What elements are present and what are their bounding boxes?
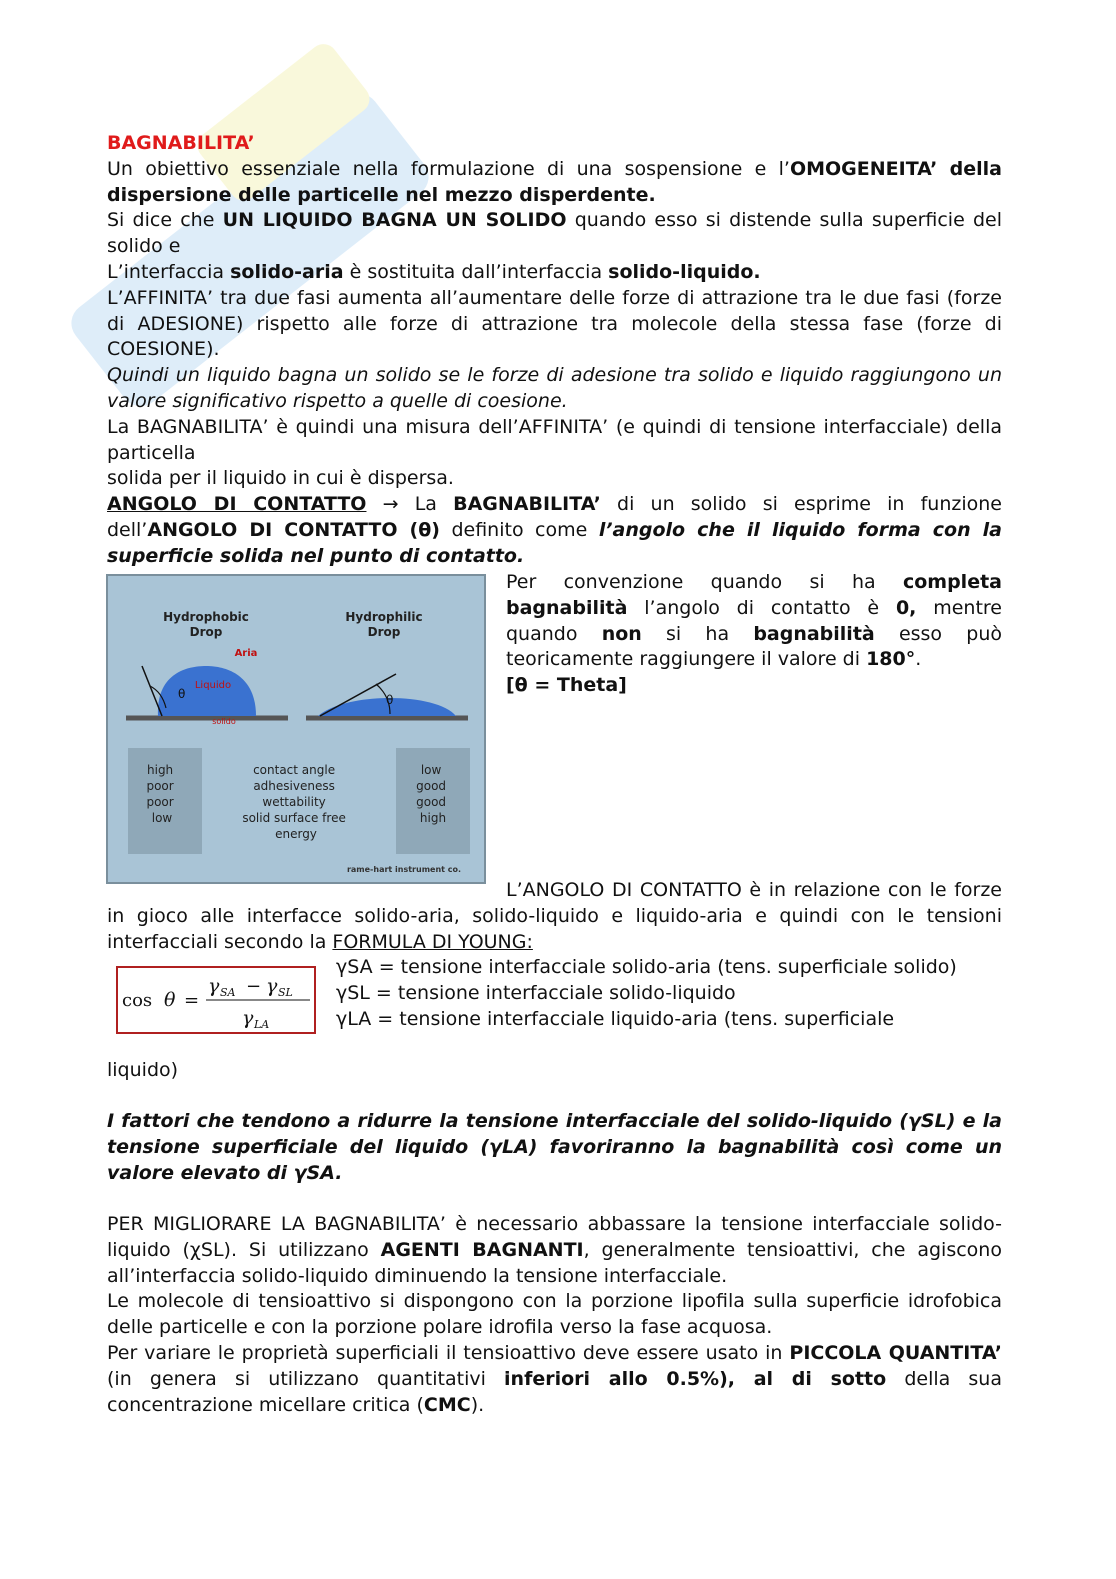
left-theta: θ <box>178 687 186 701</box>
svg-text:γ: γ <box>208 975 220 997</box>
right-row-4: high <box>419 811 447 825</box>
mid-row-2: adhesiveness <box>253 779 335 793</box>
paragraph-misura-affinita: La BAGNABILITA’ è quindi una misura dell’AFFINITA’ (e quindi di tensione interfacciale) della particella <box>107 415 1002 464</box>
left-row-1: high <box>147 763 174 777</box>
formula-theta: θ <box>164 989 176 1011</box>
paragraph-molecole: Le molecole di tensioattivo si dispongono con la porzione lipofila sulla superficie idrofobica delle particelle e con la porzione polare idrofila verso la fase acquosa. <box>107 1290 1002 1339</box>
hydrophobic-subtitle: Drop <box>189 625 223 639</box>
right-theta: θ <box>386 693 394 707</box>
figure-credit: rame-hart instrument co. <box>346 865 462 874</box>
paragraph-young: L’ANGOLO DI CONTATTO è in relazione con le forze in gioco alle interfacce solido-aria, solido-liquido e liquido-aria e quindi con le tensioni interfacciali secondo la FORMULA DI YOUNG: <box>107 879 1002 953</box>
def-gamma-la-cont: liquido) <box>107 1059 179 1081</box>
left-row-2: poor <box>146 779 174 793</box>
mid-row-1: contact angle <box>253 763 336 777</box>
paragraph-migliorare: PER MIGLIORARE LA BAGNABILITA’ è necessario abbassare la tensione interfacciale solido-liquido (χSL). Si utilizzano AGENTI BAGNANTI, generalmente tensioattivi, che agiscono all’interfaccia solido-liquido diminuendo la tensione interfacciale. <box>107 1213 1002 1287</box>
left-row-3: poor <box>146 795 174 809</box>
paragraph-convenzione: Per convenzione quando si ha completa bagnabilità l’angolo di contatto è 0, mentre quando non si ha bagnabilità esso può teoricamente raggiungere il valore di 180°. <box>506 571 1003 671</box>
formula-cos: cos <box>122 990 153 1011</box>
aria-label: Aria <box>234 648 258 659</box>
svg-text:γ: γ <box>266 975 278 997</box>
paragraph-adesione-italic: Quindi un liquido bagna un solido se le forze di adesione tra solido e liquido raggiungono un valore significativo rispetto a quelle di coesione. <box>107 364 1002 412</box>
def-gamma-sl: γSL = tensione interfacciale solido-liquido <box>336 981 736 1004</box>
contact-angle-figure <box>106 574 486 884</box>
section-title: BAGNABILITA’ <box>107 132 255 154</box>
paragraph-affinita: L’AFFINITA’ tra due fasi aumenta all’aumentare delle forze di attrazione tra le due fasi (forze di ADESIONE) rispetto alle forze di attrazione tra molecole della stessa fase (forze di COESIONE). <box>107 286 1002 361</box>
paragraph-fattori: I fattori che tendono a ridurre la tensione interfacciale del solido-liquido (γSL) e la tensione superficiale del liquido (γLA) favoriranno la bagnabilità così come un valore elevato di γSA. <box>107 1110 1002 1184</box>
solido-label: solido <box>212 717 236 726</box>
def-gamma-sa: γSA = tensione interfacciale solido-aria (tens. superficiale solido) <box>336 956 957 978</box>
paragraph-omogeneita: Un obiettivo essenziale nella formulazione di una sospensione e l’OMOGENEITA’ della dispersione delle particelle nel mezzo disperdente. <box>107 157 1002 206</box>
def-gamma-la: γLA = tensione interfacciale liquido-aria (tens. superficiale <box>336 1007 895 1030</box>
mid-row-5: energy <box>275 827 317 841</box>
paragraph-interfaccia: L’interfaccia solido-aria è sostituita dall’interfaccia solido-liquido. <box>107 260 761 283</box>
paragraph-liquido-bagna: Si dice che UN LIQUIDO BAGNA UN SOLIDO quando esso si distende sulla superficie del solido e <box>107 209 1002 258</box>
svg-text:LA: LA <box>254 1018 270 1031</box>
hydrophobic-title: Hydrophobic <box>163 610 249 624</box>
right-row-1: low <box>420 763 442 777</box>
mid-row-4: solid surface free <box>242 811 346 825</box>
right-row-3: good <box>416 795 447 809</box>
svg-text:γ: γ <box>242 1007 254 1029</box>
hydrophilic-subtitle: Drop <box>367 625 401 639</box>
formula-equals: = <box>184 990 200 1011</box>
svg-text:SA: SA <box>220 986 236 999</box>
svg-text:−: − <box>246 976 262 997</box>
liquido-label: Liquido <box>194 680 232 691</box>
paragraph-angolo-contatto: ANGOLO DI CONTATTO → La BAGNABILITA’ di un solido si esprime in funzione dell’ANGOLO DI CONTATTO (θ) definito come l’angolo che il liquido forma con la superficie solida nel punto di contatto. <box>107 493 1002 567</box>
mid-row-3: wettability <box>262 795 326 809</box>
right-row-2: good <box>416 779 447 793</box>
paragraph-solida: solida per il liquido in cui è dispersa. <box>107 467 454 490</box>
hydrophilic-title: Hydrophilic <box>345 610 423 624</box>
paragraph-piccola-quantita: Per variare le proprietà superficiali il tensioattivo deve essere usato in PICCOLA QUANTITA’ (in genera si utilizzano quantitativi inferiori allo 0.5%), al di sotto della sua concentrazione micellare critica (CMC). <box>107 1341 1003 1416</box>
left-row-4: low <box>151 811 173 825</box>
theta-definition: [θ = Theta] <box>506 674 627 697</box>
svg-text:SL: SL <box>278 986 293 999</box>
young-formula <box>116 966 316 1034</box>
